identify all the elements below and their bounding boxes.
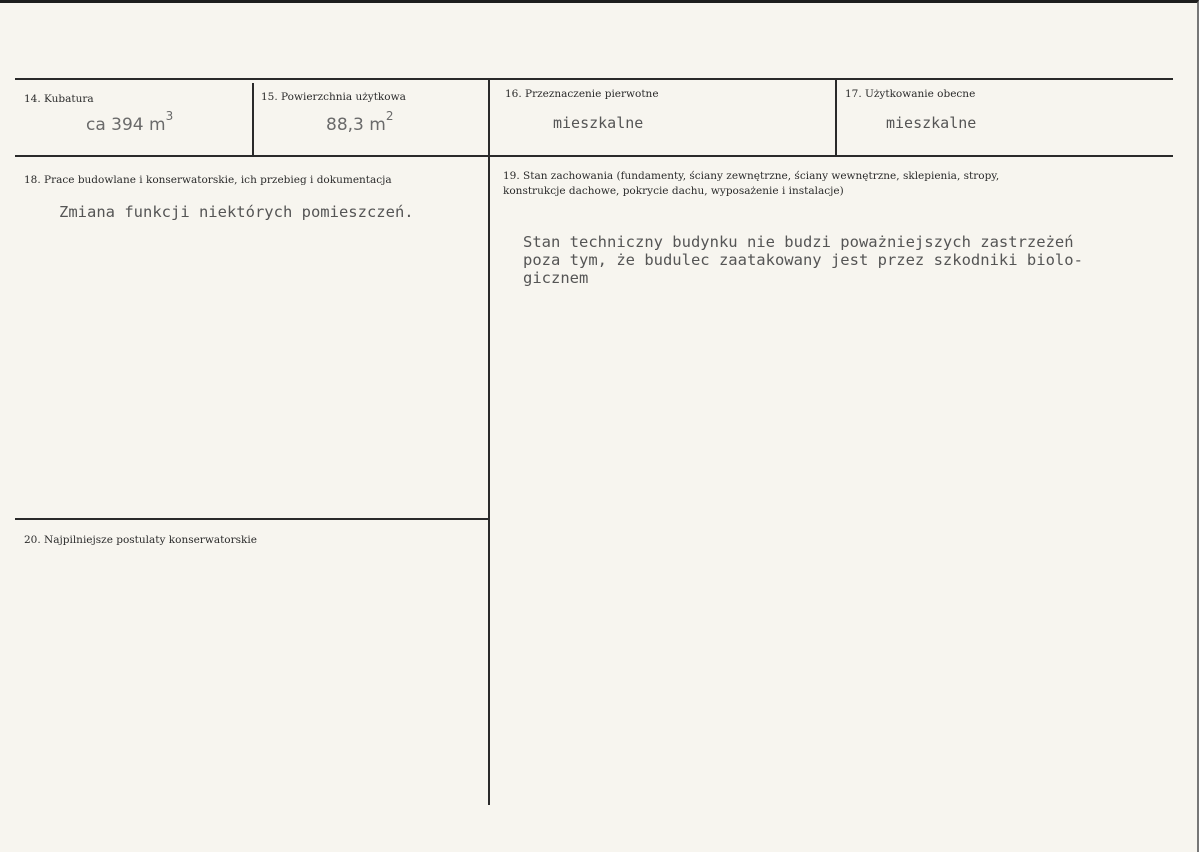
field14-label: 14. Kubatura [24, 93, 94, 105]
field20-top-border [15, 518, 489, 520]
field19-value-line-1: Stan techniczny budynku nie budzi poważniejszych zastrzeżeń [523, 233, 1074, 251]
field16-value: mieszkalne [553, 114, 644, 132]
field18-label: 18. Prace budowlane i konserwatorskie, ich przebieg i dokumentacja [24, 174, 392, 186]
field14-value-unit-exp: 3 [165, 109, 174, 123]
field19-value-line-3: gicznem [523, 269, 589, 287]
field20-label: 20. Najpilniejsze postulaty konserwatorskie [24, 534, 257, 546]
field19-label-line1: 19. Stan zachowania (fundamenty, ściany zewnętrzne, ściany wewnętrzne, sklepienia, stropy, [503, 170, 1000, 182]
col-divider-3 [835, 79, 837, 156]
field14-value [86, 109, 174, 135]
top-row-border [15, 78, 1173, 80]
field15-value [326, 109, 394, 135]
field19-label-line2: konstrukcje dachowe, pokrycie dachu, wyposażenie i instalacje) [503, 185, 844, 197]
col-divider-2 [488, 79, 490, 805]
col-divider-1 [252, 83, 254, 157]
field14-value-text: ca 394 m [86, 115, 166, 135]
field18-value: Zmiana funkcji niektórych pomieszczeń. [59, 203, 414, 221]
field15-value-text: 88,3 m [326, 115, 386, 135]
field17-label: 17. Użytkowanie obecne [845, 88, 976, 100]
middle-row-border [15, 155, 1173, 157]
field16-label: 16. Przeznaczenie pierwotne [505, 88, 659, 100]
field17-value: mieszkalne [886, 114, 977, 132]
field19-value-line-2: poza tym, że budulec zaatakowany jest przez szkodniki biolo- [523, 251, 1083, 269]
field15-label: 15. Powierzchnia użytkowa [261, 91, 406, 103]
field15-value-unit-exp: 2 [385, 109, 394, 123]
